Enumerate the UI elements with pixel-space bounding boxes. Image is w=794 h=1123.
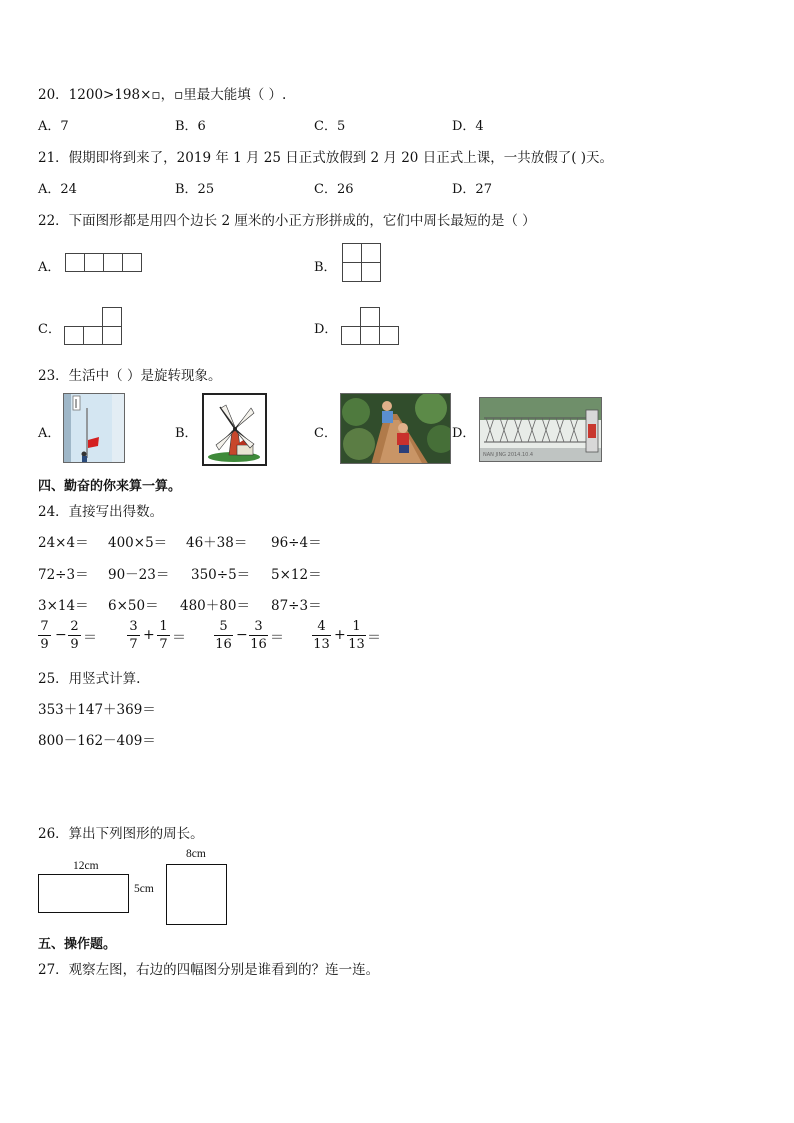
q23-label-a[interactable]: A． [38, 426, 61, 441]
square-figure[interactable] [166, 864, 227, 925]
q22-shape-d[interactable] [341, 307, 399, 345]
calc-item[interactable]: 24×4＝ [38, 535, 89, 551]
fraction: 7 9 [38, 619, 51, 652]
calc-item[interactable]: 3×14＝ [38, 598, 89, 614]
square-cell [103, 253, 123, 272]
q22-label-c[interactable]: C． [38, 322, 61, 337]
q24-stem: 24．直接写出得数。 [38, 504, 164, 520]
section4-title: 四、勤奋的你来算一算。 [38, 479, 182, 494]
q20-option-b[interactable]: B．6 [175, 119, 206, 134]
equals-sign: ＝ [172, 630, 186, 646]
q26-stem: 26．算出下列图形的周长。 [38, 826, 204, 842]
calc-item[interactable]: 400×5＝ [108, 535, 168, 551]
flag-raising-photo[interactable] [63, 393, 125, 463]
windmill-picture[interactable] [202, 393, 267, 466]
square-cell [83, 326, 103, 345]
equals-sign: ＝ [270, 630, 284, 646]
q22-shape-c[interactable] [64, 307, 122, 345]
fraction: 1 13 [348, 619, 365, 652]
square-cell [379, 326, 399, 345]
windmill-icon [204, 395, 265, 464]
operator: + [334, 627, 346, 643]
fraction: 3 16 [250, 619, 267, 652]
calc-item[interactable]: 5×12＝ [271, 567, 322, 583]
vertical-calc-item[interactable]: 800－162－409＝ [38, 733, 156, 749]
square-cell [341, 326, 361, 345]
q20-stem: 20．1200>198×▫，▫里最大能填（ ）. [38, 87, 287, 103]
square-cell [65, 253, 85, 272]
calc-item[interactable]: 46＋38＝ [186, 535, 248, 551]
rectangle-figure[interactable] [38, 874, 129, 913]
calc-item[interactable]: 480＋80＝ [180, 598, 250, 614]
q25-stem: 25．用竖式计算. [38, 671, 141, 687]
q20-option-a[interactable]: A．7 [38, 119, 69, 134]
fraction: 3 7 [127, 619, 140, 652]
slide-photo[interactable] [340, 393, 451, 464]
retractable-gate-photo[interactable] [479, 397, 602, 462]
calc-item[interactable]: 6×50＝ [108, 598, 159, 614]
rect-height-label: 5cm [134, 883, 154, 895]
q23-label-c[interactable]: C． [314, 426, 337, 441]
calc-item[interactable]: 96÷4＝ [271, 535, 322, 551]
calc-item[interactable]: 72÷3＝ [38, 567, 89, 583]
q21-option-a[interactable]: A．24 [38, 182, 77, 197]
q22-label-d[interactable]: D． [314, 322, 338, 337]
fraction: 5 16 [215, 619, 232, 652]
fraction: 1 7 [157, 619, 170, 652]
square-cell [360, 307, 380, 327]
square-cell [64, 326, 84, 345]
q22-label-a[interactable]: A． [38, 260, 61, 275]
calc-item[interactable]: 90－23＝ [108, 567, 170, 583]
flag-pole-icon [64, 394, 125, 463]
q20-option-d[interactable]: D．4 [452, 119, 484, 134]
square-cell [361, 262, 381, 282]
q21-option-b[interactable]: B．25 [175, 182, 215, 197]
square-cell [361, 243, 381, 263]
operator: − [55, 627, 67, 643]
square-cell [122, 253, 142, 272]
q21-option-d[interactable]: D．27 [452, 182, 492, 197]
square-cell [84, 253, 104, 272]
q22-stem: 22．下面图形都是用四个边长 2 厘米的小正方形拼成的，它们中周长最短的是（ ） [38, 213, 536, 229]
equals-sign: ＝ [83, 630, 97, 646]
q20-option-c[interactable]: C．5 [314, 119, 346, 134]
q21-option-c[interactable]: C．26 [314, 182, 354, 197]
q22-shape-a[interactable] [65, 253, 141, 272]
calc-item[interactable]: 350÷5＝ [191, 567, 251, 583]
q23-label-b[interactable]: B． [175, 426, 198, 441]
square-cell [360, 326, 380, 345]
fraction: 4 13 [313, 619, 330, 652]
square-cell [342, 262, 362, 282]
equals-sign: ＝ [367, 630, 381, 646]
square-cell [342, 243, 362, 263]
children-slide-icon [341, 394, 451, 464]
rect-width-label: 12cm [73, 860, 99, 872]
vertical-calc-item[interactable]: 353＋147＋369＝ [38, 702, 156, 718]
q23-label-d[interactable]: D． [452, 426, 476, 441]
q27-stem: 27．观察左图，右边的四幅图分别是谁看到的？连一连。 [38, 962, 380, 978]
q22-shape-b[interactable] [342, 243, 381, 282]
square-side-label: 8cm [186, 848, 206, 860]
photo-caption: NAN JING 2014.10.4 [483, 452, 534, 458]
operator: − [236, 627, 248, 643]
calc-item[interactable]: 87÷3＝ [271, 598, 322, 614]
q22-label-b[interactable]: B． [314, 260, 337, 275]
section5-title: 五、操作题。 [38, 937, 117, 952]
fraction: 2 9 [68, 619, 81, 652]
square-cell [102, 326, 122, 345]
q23-stem: 23．生活中（ ）是旋转现象。 [38, 368, 222, 384]
q21-stem: 21．假期即将到来了，2019 年 1 月 25 日正式放假到 2 月 20 日正式上课，一共放假了( )天。 [38, 150, 614, 166]
operator: + [143, 627, 155, 643]
square-cell [102, 307, 122, 327]
